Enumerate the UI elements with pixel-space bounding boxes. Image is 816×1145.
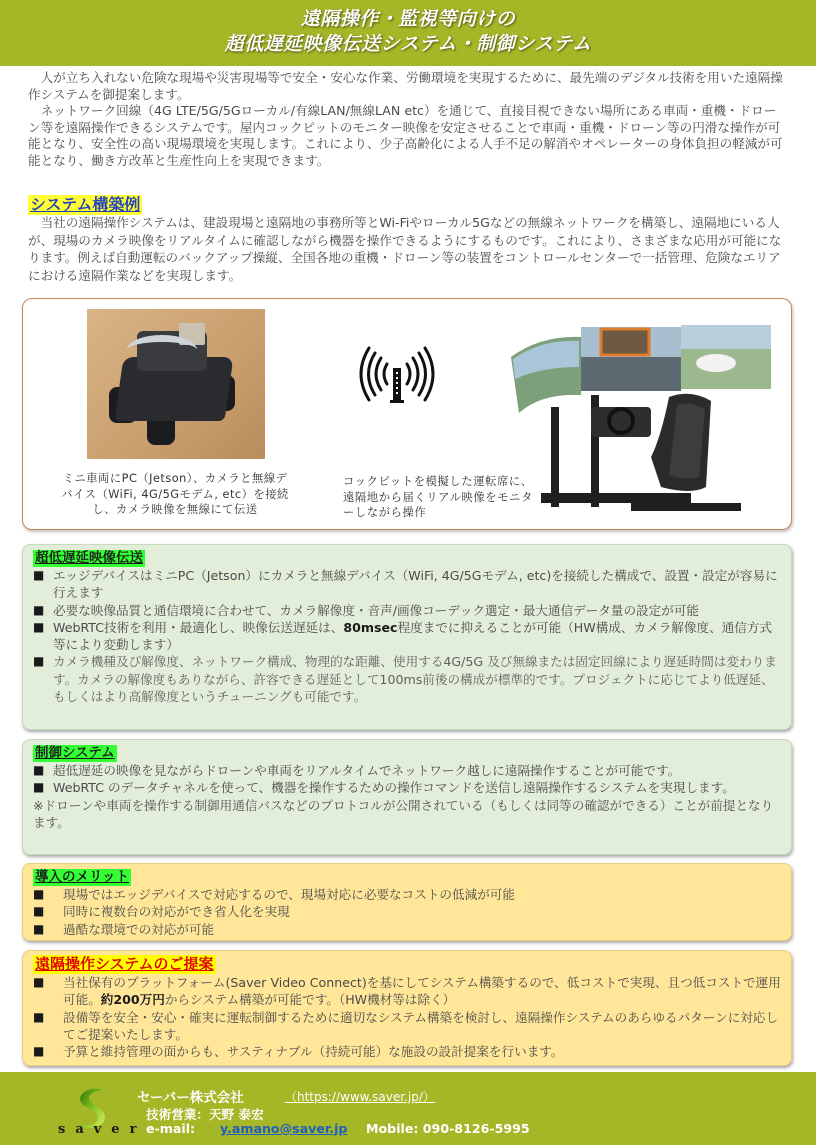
merits-section bbox=[22, 863, 792, 941]
price-value: 約200万円 bbox=[100, 992, 165, 1008]
merit-item: ■ 同時に複数台の対応ができ省人化を実現 bbox=[33, 903, 781, 920]
merits-section-heading: 導入のメリット bbox=[35, 869, 129, 885]
footer bbox=[0, 1072, 816, 1145]
contact-person: 技術営業：天野 泰宏 bbox=[146, 1107, 264, 1122]
proposal-list bbox=[33, 974, 781, 1060]
title-line-2: 超低遅延映像伝送システム・制御システム bbox=[224, 33, 592, 55]
mini-vehicle-photo bbox=[87, 309, 265, 459]
intro-paragraph-1: 人が立ち入れない危険な現場や災害現場等で安全・安心な作業、労働環境を実現するために、最先端のデジタル技術を用いた遠隔操作システムを御提案します。 bbox=[28, 70, 783, 102]
control-section-heading: 制御システム bbox=[35, 745, 115, 761]
header-banner bbox=[0, 0, 816, 66]
camera-ribbon-cable bbox=[127, 335, 197, 365]
proposal-item bbox=[33, 974, 781, 1009]
system-example-heading: システム構築例 bbox=[30, 195, 141, 214]
proposal-text-post: からシステム構築が可能です。（HW機材等は除く） bbox=[164, 992, 456, 1008]
merit-item: ■ 現場ではエッジデバイスで対応するので、現場対応に必要なコストの低減が可能 bbox=[33, 886, 781, 903]
video-feature-item: ■ 必要な映像品質と通信環境に合わせて、カメラ解像度・音声/画像コーデック選定・最大通信データ量の設定が可能 bbox=[33, 602, 781, 619]
control-feature-item: ■ 超低遅延の映像を見ながらドローンや車両をリアルタイムでネットワーク越しに遠隔操作することが可能です。 bbox=[33, 762, 781, 779]
mini-vehicle-caption: ミニ車両にPC（Jetson）、カメラと無線デバイス（WiFi, 4G/5Gモデム, etc）を接続し、カメラ映像を無線にて伝送 bbox=[61, 472, 289, 516]
video-feature-item: ■ カメラ機種及び解像度、ネットワーク構成、物理的な距離、使用する4G/5G 及び無線または固定回線により遅延時間は変わります。カメラの解像度もありながら、許容できる遅延として100ms前後の構成が標準的です。プロジェクトに応じてより低遅延、もしくはより高解像度というチューニングも可能です。 bbox=[33, 653, 781, 705]
proposal-section-heading: 遠隔操作システムのご提案 bbox=[35, 955, 214, 973]
control-system-section bbox=[22, 739, 792, 855]
email-link[interactable]: y.amano@saver.jp bbox=[220, 1121, 348, 1136]
video-section-heading: 超低遅延映像伝送 bbox=[35, 550, 143, 566]
intro-paragraph-2: ネットワーク回線（4G LTE/5G/5Gローカル/有線LAN/無線LAN etc）を通じて、直接目視できない場所にある車両・重機・ドローン等を遠隔操作できるシステムです。屋内コックピットのモニター映像を安定させることで車両・重機・ドローン等の円滑な操作が可能となり、安全性の高い現場環境を実現します。これにより、少子高齢化による人手不足の解消やオペレーターの身体負担の軽減が可能となり、働き方改革と生産性向上を実現できます。 bbox=[28, 103, 783, 168]
control-note: ※ドローンや車両を操作する制御用通信バスなどのプロトコルが公開されている（もしくは同等の確認ができる）ことが前提となります。 bbox=[33, 797, 774, 830]
company-website-link[interactable]: （https://www.saver.jp/） bbox=[285, 1090, 435, 1104]
merit-list bbox=[33, 886, 781, 938]
system-example-body: 当社の遠隔操作システムは、建設現場と遠隔地の事務所等とWi-Fiやローカル5Gなどの無線ネットワークを構築し、遠隔地にいる人が、現場のカメラ映像をリアルタイムに確認しながら機器を操作できるようにするものです。これにより、さまざまな応用が可能になります。例えば自動運転のバックアップ操縦、全国各地の重機・ドローン等の装置をコントロールセンターで一括管理、危険なエリアにおける遠隔作業などを実現します。 bbox=[28, 215, 782, 283]
intro-text bbox=[28, 70, 788, 170]
wireless-antenna-icon bbox=[359, 344, 435, 406]
email-label: e-mail: bbox=[146, 1121, 196, 1136]
video-feature-item: ■ エッジデバイスはミニPC（Jetson）にカメラと無線デバイス（WiFi, 4G/5Gモデム, etc)を接続した構成で、設置・設定が容易に行えます bbox=[33, 567, 781, 602]
proposal-item: ■ 予算と維持管理の面からも、サスティナブル（持続可能）な施設の設計提案を行います。 bbox=[33, 1043, 781, 1060]
video-transmission-section bbox=[22, 544, 792, 730]
control-feature-list bbox=[33, 762, 781, 797]
control-feature-item: ■ WebRTC のデータチャネルを使って、機器を操作するための操作コマンドを送信し遠隔操作するシステムを実現します。 bbox=[33, 779, 781, 796]
video-feature-list bbox=[33, 567, 781, 705]
proposal-item: ■ 設備等を安全・安心・確実に運転制御するために適切なシステム構築を検討し、遠隔操作システムのあらゆるパターンに対応してご提案いたします。 bbox=[33, 1009, 781, 1044]
proposal-section bbox=[22, 950, 792, 1066]
system-figure bbox=[22, 298, 792, 530]
mobile-number: Mobile: 090-8126-5995 bbox=[366, 1121, 530, 1136]
video-feature-item bbox=[33, 619, 781, 654]
title-line-1: 遠隔操作・監視等向けの bbox=[300, 8, 516, 30]
latency-text-post: 程度までに抑えることが可能（HW構成、カメラ解像度、通信方式等により変動します） bbox=[53, 619, 773, 653]
proposal-text-pre: 当社保有のプラットフォーム(Saver Video Connect)を基にしてシステム構築するので、低コストで実現、且つ低コストで運用可能。 bbox=[63, 975, 781, 1008]
merit-item: ■ 過酷な環境での対応が可能 bbox=[33, 921, 781, 938]
cockpit-caption: コックピットを模擬した運転席に、遠隔地から届くリアル映像をモニターしながら操作 bbox=[343, 475, 533, 519]
company-name: セーバー株式会社 bbox=[137, 1090, 244, 1106]
latency-value: 80msec bbox=[343, 619, 398, 635]
logo-wordmark: saver bbox=[58, 1122, 147, 1137]
latency-text-pre: WebRTC技術を利用・最適化し、映像伝送遅延は、 bbox=[53, 619, 344, 635]
